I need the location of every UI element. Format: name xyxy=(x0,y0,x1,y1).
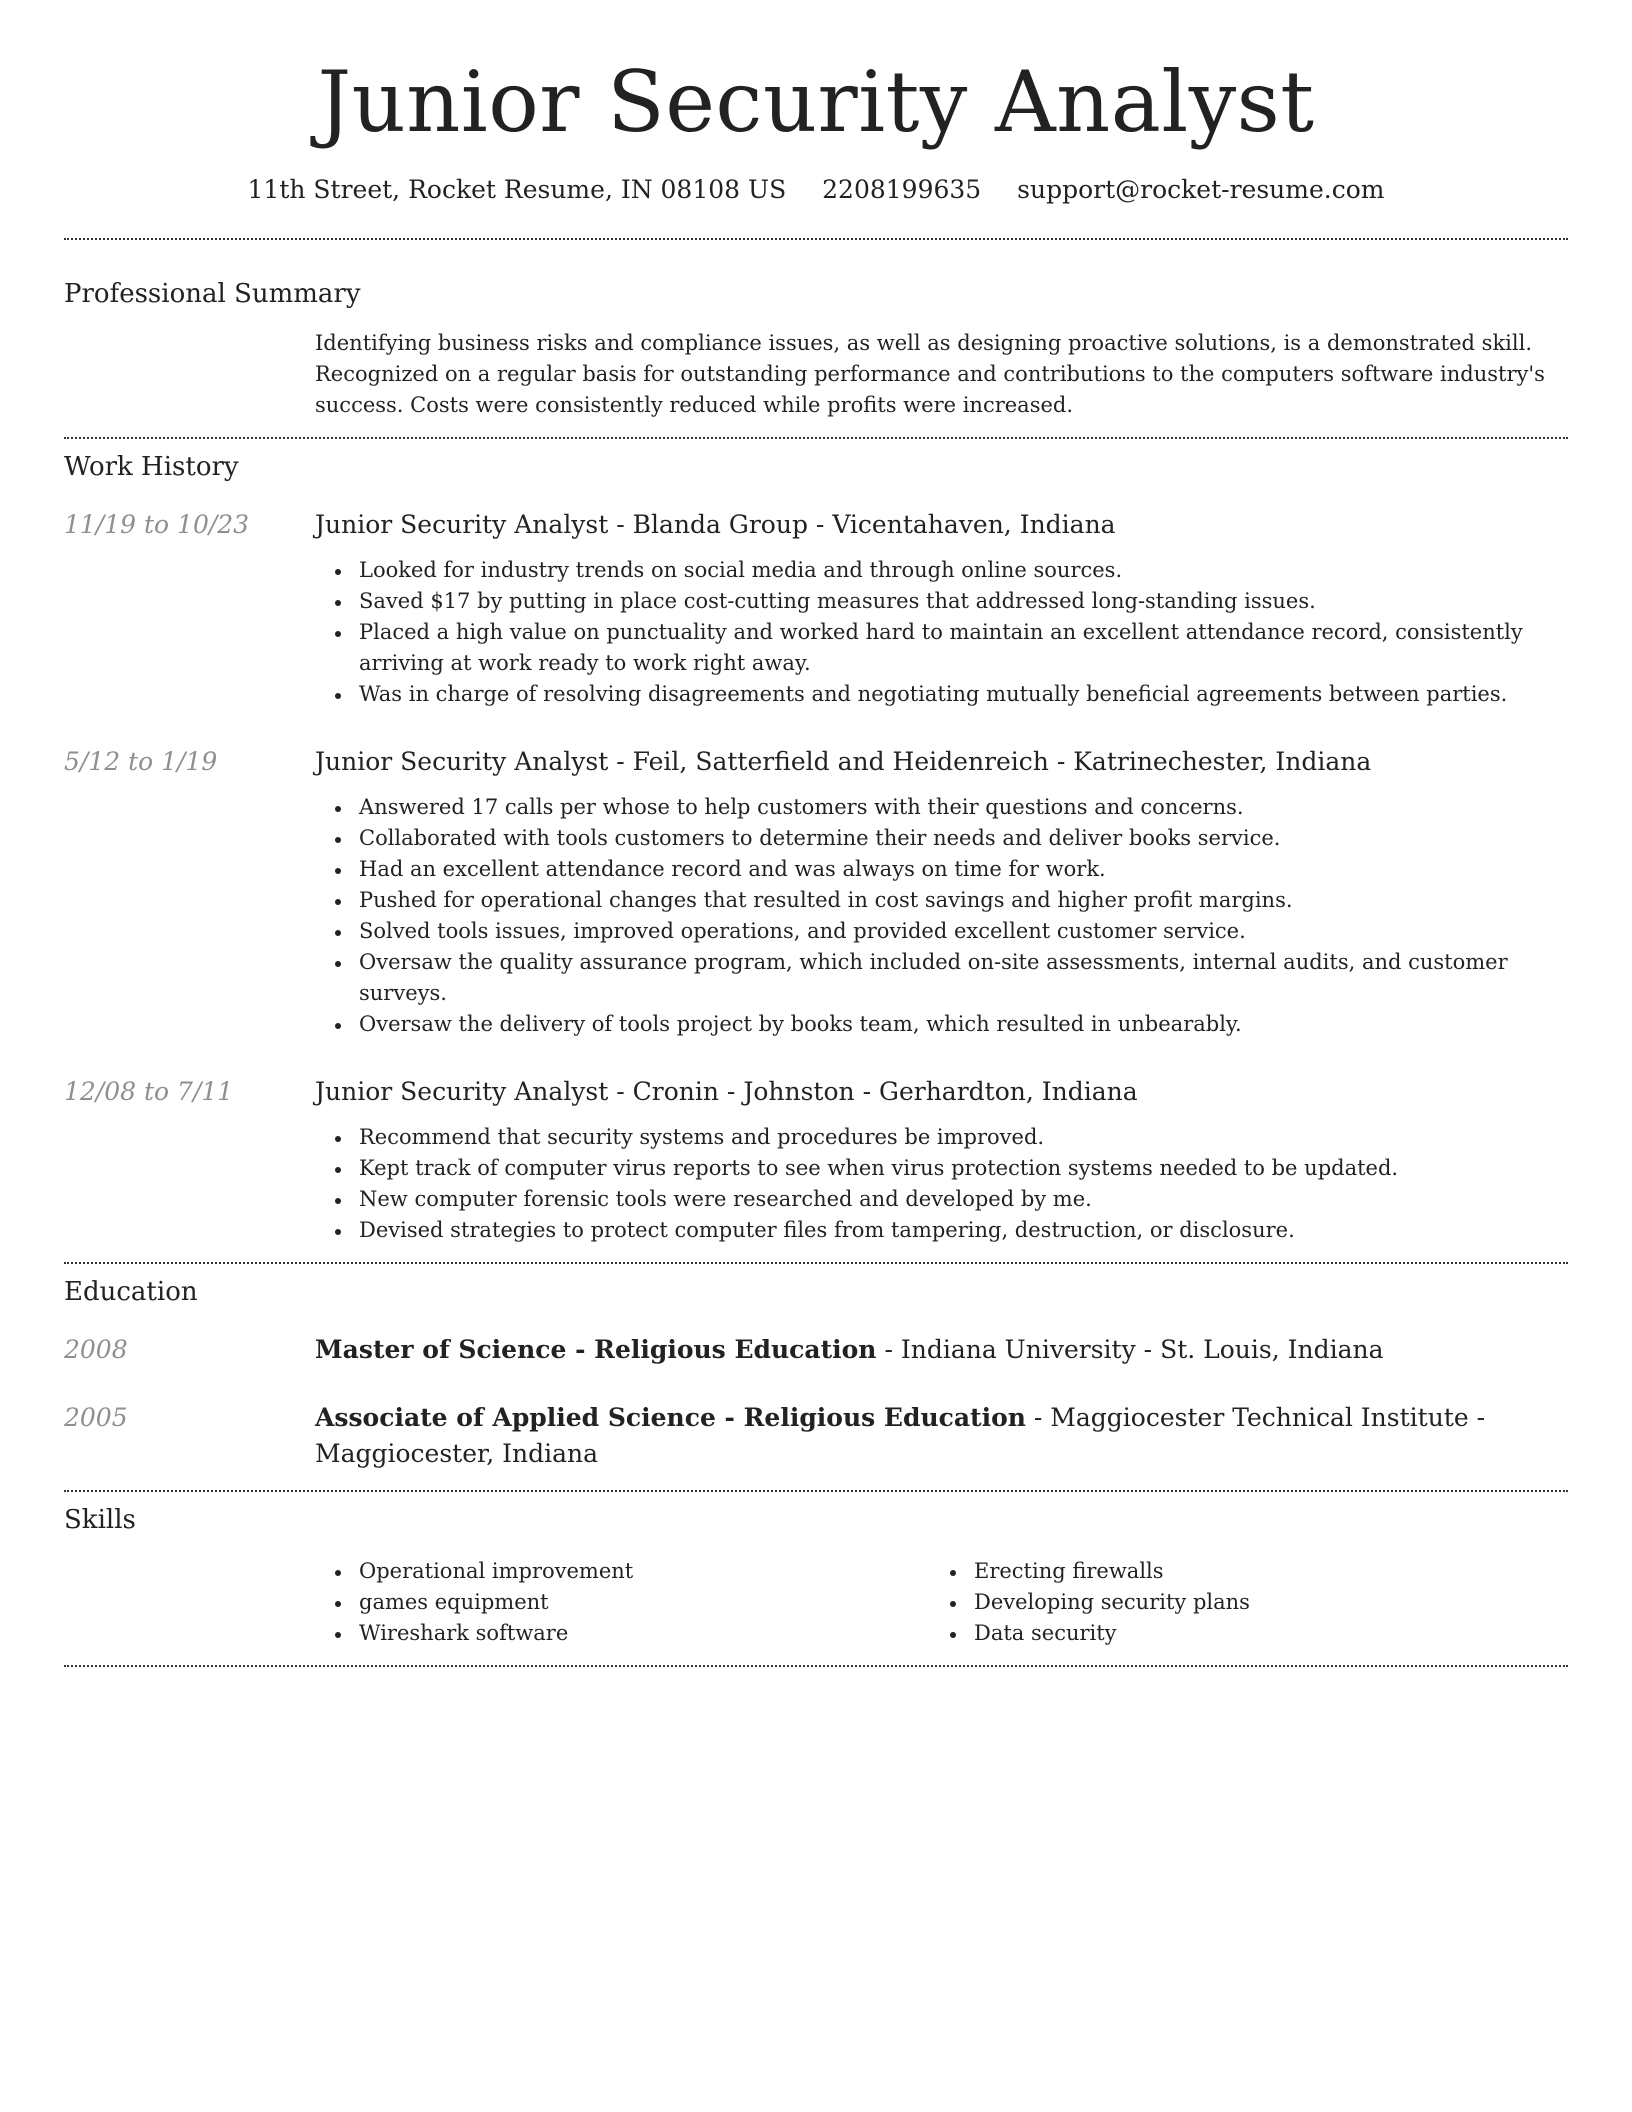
list-item: Looked for industry trends on social media and through online sources. xyxy=(359,555,1568,586)
list-item: Oversaw the quality assurance program, which included on-site assessments, internal audits, and customer surveys. xyxy=(359,947,1568,1009)
job-dates: 5/12 to 1/19 xyxy=(64,747,218,776)
skills-column-right xyxy=(930,1556,1545,1649)
contact-line xyxy=(64,172,1568,208)
work-history-section xyxy=(64,439,1568,1246)
list-item: Operational improvement xyxy=(359,1556,930,1587)
education-location: St. Louis, Indiana xyxy=(1160,1335,1384,1364)
resume-name: Junior Security Analyst xyxy=(317,53,1315,151)
education-school: Maggiocester Technical Institute xyxy=(1050,1403,1469,1432)
job-title: Junior Security Analyst xyxy=(315,747,609,776)
list-item: Recommend that security systems and procedures be improved. xyxy=(359,1122,1568,1153)
list-item: games equipment xyxy=(359,1587,930,1618)
contact-address: 11th Street, Rocket Resume, IN 08108 US xyxy=(247,175,787,204)
list-item: Erecting firewalls xyxy=(974,1556,1545,1587)
section-title-summary: Professional Summary xyxy=(64,279,361,309)
list-item: Saved $17 by putting in place cost-cutting measures that addressed long-standing issues. xyxy=(359,586,1568,617)
section-title-skills: Skills xyxy=(64,1505,136,1535)
education-school: Indiana University xyxy=(900,1335,1136,1364)
job-heading: Junior Security Analyst - Feil, Satterfield and Heidenreich - Katrinechester, Indiana xyxy=(315,747,1372,776)
job-dates: 12/08 to 7/11 xyxy=(64,1077,234,1106)
list-item: Data security xyxy=(974,1618,1545,1649)
education-entry xyxy=(64,1400,1568,1472)
job-location: Gerhardton, Indiana xyxy=(878,1077,1138,1106)
education-heading: Associate of Applied Science - Religious Education - Maggiocester Technical Institute - Maggiocester, Indiana xyxy=(315,1403,1486,1468)
education-section xyxy=(64,1264,1568,1472)
section-title-work-history: Work History xyxy=(64,452,239,482)
summary-section xyxy=(64,240,1568,421)
job-bullets xyxy=(315,792,1568,1040)
job-entry xyxy=(64,744,1568,1040)
contact-email: support@rocket-resume.com xyxy=(1017,175,1385,204)
list-item: Pushed for operational changes that resulted in cost savings and higher profit margins. xyxy=(359,885,1568,916)
job-location: Vicentahaven, Indiana xyxy=(832,510,1116,539)
list-item: Kept track of computer virus reports to see when virus protection systems needed to be updated. xyxy=(359,1153,1568,1184)
education-location: Maggiocester, Indiana xyxy=(315,1439,599,1468)
education-year: 2008 xyxy=(64,1335,128,1364)
job-dates: 11/19 to 10/23 xyxy=(64,510,250,539)
list-item: Solved tools issues, improved operations, and provided excellent customer service. xyxy=(359,916,1568,947)
education-degree: Associate of Applied Science - Religious Education xyxy=(315,1403,1026,1432)
job-company: Feil, Satterfield and Heidenreich xyxy=(632,747,1049,776)
job-entry xyxy=(64,507,1568,710)
job-title: Junior Security Analyst xyxy=(315,1077,609,1106)
job-bullets xyxy=(315,1122,1568,1246)
education-degree: Master of Science - Religious Education xyxy=(315,1335,877,1364)
job-company: Cronin - Johnston xyxy=(632,1077,855,1106)
education-year: 2005 xyxy=(64,1403,128,1432)
skills-section xyxy=(64,1492,1568,1649)
job-bullets xyxy=(315,555,1568,710)
list-item: New computer forensic tools were researched and developed by me. xyxy=(359,1184,1568,1215)
section-title-education: Education xyxy=(64,1277,198,1307)
job-entry xyxy=(64,1074,1568,1246)
job-heading: Junior Security Analyst - Cronin - Johnston - Gerhardton, Indiana xyxy=(315,1077,1138,1106)
list-item: Developing security plans xyxy=(974,1587,1545,1618)
education-heading: Master of Science - Religious Education - Indiana University - St. Louis, Indiana xyxy=(315,1335,1384,1364)
education-entry xyxy=(64,1332,1568,1368)
list-item: Collaborated with tools customers to determine their needs and deliver books service. xyxy=(359,823,1568,854)
list-item: Devised strategies to protect computer files from tampering, destruction, or disclosure. xyxy=(359,1215,1568,1246)
job-company: Blanda Group xyxy=(632,510,808,539)
divider xyxy=(64,1665,1568,1667)
list-item: Answered 17 calls per whose to help customers with their questions and concerns. xyxy=(359,792,1568,823)
list-item: Had an excellent attendance record and was always on time for work. xyxy=(359,854,1568,885)
summary-text: Identifying business risks and compliance issues, as well as designing proactive solutions, is a demonstrated skill. Recognized on a regular basis for outstanding performance and contributions to the computers software industry's success. Costs were consistently reduced while profits were increased. xyxy=(315,331,1545,417)
job-heading: Junior Security Analyst - Blanda Group - Vicentahaven, Indiana xyxy=(315,510,1116,539)
job-location: Katrinechester, Indiana xyxy=(1073,747,1372,776)
list-item: Was in charge of resolving disagreements and negotiating mutually beneficial agreements between parties. xyxy=(359,679,1568,710)
contact-phone: 2208199635 xyxy=(822,175,982,204)
job-title: Junior Security Analyst xyxy=(315,510,609,539)
skills-column-left xyxy=(315,1556,930,1649)
list-item: Wireshark software xyxy=(359,1618,930,1649)
list-item: Oversaw the delivery of tools project by books team, which resulted in unbearably. xyxy=(359,1009,1568,1040)
list-item: Placed a high value on punctuality and worked hard to maintain an excellent attendance record, consistently arriving at work ready to work right away. xyxy=(359,617,1568,679)
